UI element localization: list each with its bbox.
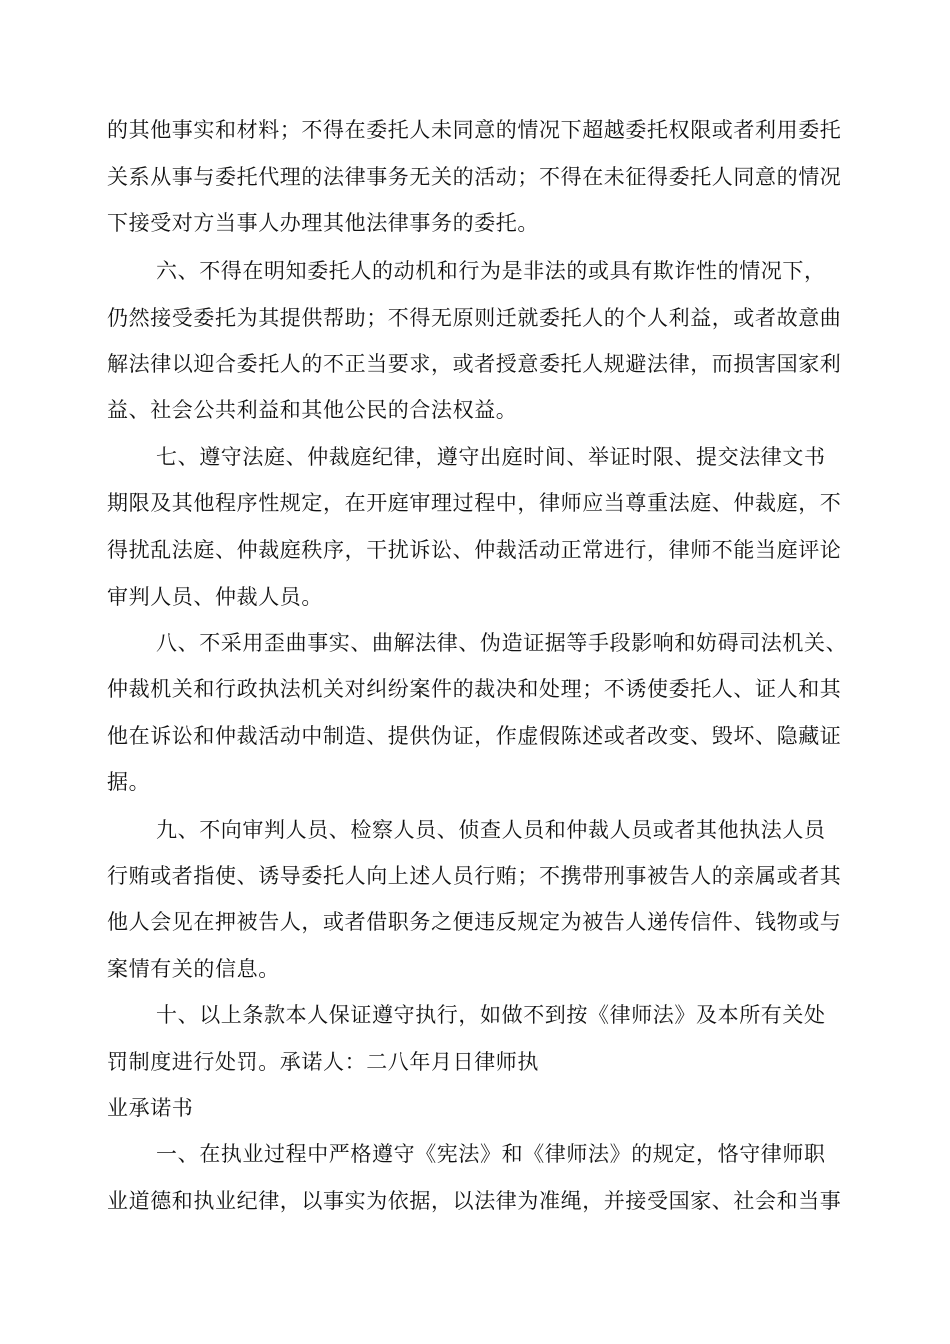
paragraph-eight-start: 八、不采用歪曲事实、曲解法律、伪造证据等手段影响和妨碍司法机关、 (156, 631, 848, 655)
section-title: 业承诺书 (107, 1096, 194, 1120)
text-line: 他在诉讼和仲裁活动中制造、提供伪证，作虚假陈述或者改变、毁坏、隐藏证 (107, 724, 842, 748)
text-line: 解法律以迎合委托人的不正当要求，或者授意委托人规避法律，而损害国家利 (107, 352, 842, 376)
text-line: 他人会见在押被告人，或者借职务之便违反规定为被告人递传信件、钱物或与 (107, 910, 842, 934)
paragraph-six-start: 六、不得在明知委托人的动机和行为是非法的或具有欺诈性的情况下， (156, 259, 826, 283)
paragraph-one-start: 一、在执业过程中严格遵守《宪法》和《律师法》的规定，恪守律师职 (156, 1142, 826, 1166)
text-line: 关系从事与委托代理的法律事务无关的活动；不得在未征得委托人同意的情况 (107, 165, 842, 189)
text-line: 行贿或者指使、诱导委托人向上述人员行贿；不携带刑事被告人的亲属或者其 (107, 864, 842, 888)
text-line: 得扰乱法庭、仲裁庭秩序，干扰诉讼、仲裁活动正常进行，律师不能当庭评论 (107, 538, 842, 562)
paragraph-nine-start: 九、不向审判人员、检察人员、侦查人员和仲裁人员或者其他执法人员 (156, 818, 826, 842)
text-line: 期限及其他程序性规定，在开庭审理过程中，律师应当尊重法庭、仲裁庭，不 (107, 491, 842, 515)
text-line: 审判人员、仲裁人员。 (107, 585, 323, 609)
paragraph-ten-start: 十、以上条款本人保证遵守执行，如做不到按《律师法》及本所有关处 (156, 1003, 826, 1027)
text-line: 的其他事实和材料；不得在委托人未同意的情况下超越委托权限或者利用委托 (107, 118, 842, 142)
text-line: 业道德和执业纪律，以事实为依据，以法律为准绳，并接受国家、社会和当事 (107, 1189, 842, 1213)
paragraph-seven-start: 七、遵守法庭、仲裁庭纪律，遵守出庭时间、举证时限、提交法律文书 (156, 445, 826, 469)
text-line: 益、社会公共利益和其他公民的合法权益。 (107, 398, 518, 422)
text-line: 仲裁机关和行政执法机关对纠纷案件的裁决和处理；不诱使委托人、证人和其 (107, 677, 842, 701)
text-line: 案情有关的信息。 (107, 957, 280, 981)
text-line: 仍然接受委托为其提供帮助；不得无原则迁就委托人的个人利益，或者故意曲 (107, 306, 842, 330)
text-line: 据。 (107, 770, 151, 794)
text-line: 下接受对方当事人办理其他法律事务的委托。 (107, 211, 539, 235)
text-line: 罚制度进行处罚。承诺人：二八年月日律师执 (107, 1050, 539, 1074)
